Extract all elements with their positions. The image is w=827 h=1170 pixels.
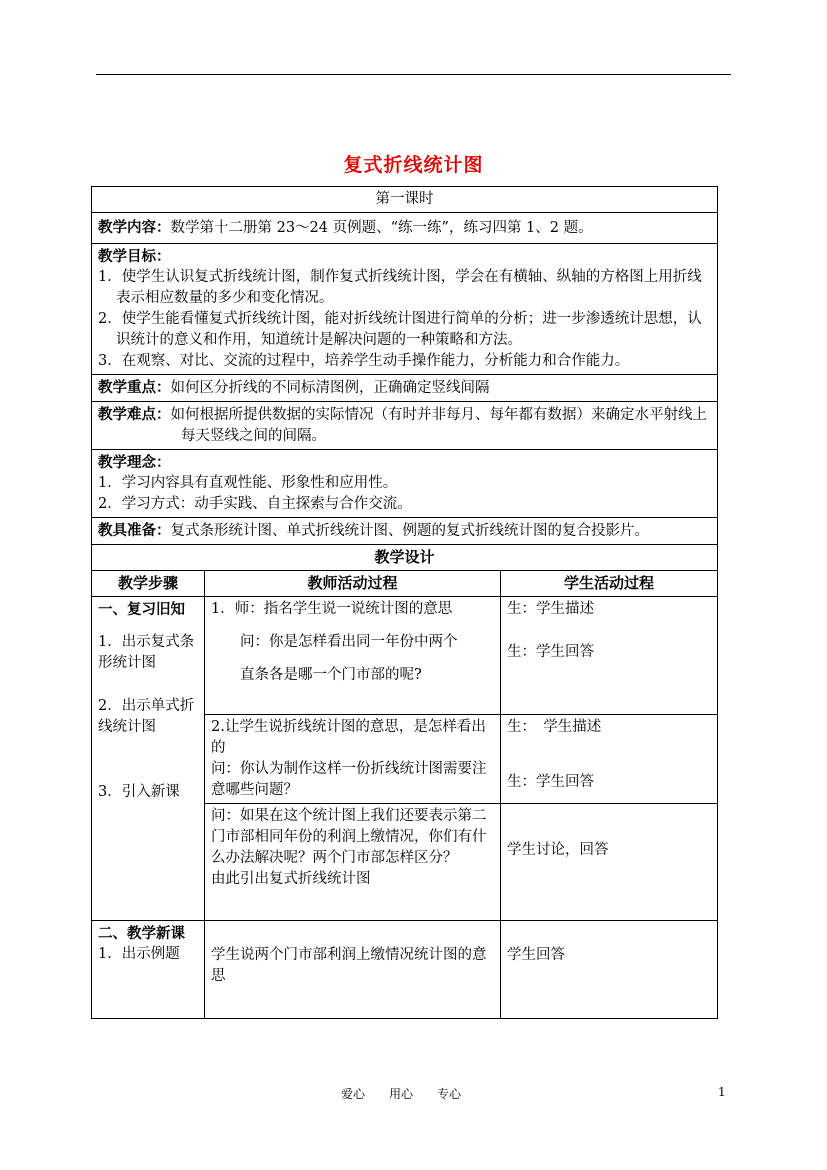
teacher-text: 1．师：指名学生说一说统计图的意思 [211, 601, 453, 617]
philosophy [92, 450, 718, 518]
student-text: 生：学生回答 [507, 774, 594, 790]
teacher-text: 问：如果在这个统计图上我们还要表示第二门市部相同年份的利润上缴情况，你们有什么办法解决呢？两个门市部怎样区分？ [211, 808, 487, 866]
step-item: 3．引入新课 [98, 784, 180, 800]
teacher-activity [205, 921, 501, 1019]
student-text: 生：学生回答 [507, 644, 594, 660]
content-label: 教学内容： [98, 219, 171, 236]
lesson-period: 第一课时 [92, 187, 718, 213]
objective-item: 1．使学生认识复式折线统计图，制作复式折线统计图，学会在有横轴、纵轴的方格图上用折线表示相应数量的多少和变化情况。 [98, 269, 702, 306]
tools-row [92, 518, 718, 545]
content-row [92, 213, 718, 244]
lesson-row [92, 187, 718, 213]
step-item: 2．出示单式折线统计图 [98, 698, 195, 735]
page-number: 1 [718, 1085, 726, 1099]
steps-cell [92, 921, 205, 1019]
philosophy-item: 1．学习内容具有直观性能、形象性和应用性。 [98, 475, 398, 491]
objective-item: 3．在观察、对比、交流的过程中，培养学生动手操作能力，分析能力和合作能力。 [98, 353, 630, 369]
design-row [92, 921, 718, 1019]
teacher-text: 问：你是怎样看出同一年份中两个 [240, 634, 458, 650]
key-point [92, 375, 718, 402]
philosophy-row [92, 450, 718, 518]
difficulty-row [92, 402, 718, 450]
teacher-activity [205, 804, 501, 921]
teaching-content [92, 213, 718, 244]
step-title: 一、复习旧知 [98, 601, 185, 618]
step-title: 二、教学新课 [98, 925, 185, 942]
philosophy-label: 教学理念： [98, 454, 171, 471]
teacher-text: 由此引出复式折线统计图 [211, 871, 371, 887]
tools [92, 518, 718, 545]
key-point-text: 如何区分折线的不同标清图例，正确确定竖线间隔 [170, 380, 490, 396]
difficulty [92, 402, 718, 450]
student-text: 生：学生描述 [507, 601, 594, 617]
tools-label: 教具准备： [98, 522, 171, 539]
key-point-row [92, 375, 718, 402]
step-item: 1．出示复式条形统计图 [98, 634, 195, 671]
teacher-text: 学生说两个门市部利润上缴情况统计图的意思 [211, 947, 487, 984]
teaching-objectives [92, 244, 718, 375]
teacher-text: 问：你认为制作这样一份折线统计图需要注意哪些问题？ [211, 761, 487, 798]
design-header-row [92, 545, 718, 571]
key-point-label: 教学重点： [98, 379, 171, 396]
student-activity [501, 715, 718, 804]
content-text: 数学第十二册第 23～24 页例题、“练一练”，练习四第 1、2 题。 [170, 220, 593, 236]
column-header: 教学步骤 [92, 571, 205, 597]
column-header: 教师活动过程 [205, 571, 501, 597]
teacher-text: 2.让学生说折线统计图的意思，是怎样看出的 [211, 719, 486, 756]
footer-motto: 爱心 用心 专心 [341, 1087, 462, 1101]
column-header-row [92, 571, 718, 597]
difficulty-text: 如何根据所提供数据的实际情况（有时并非每月、每年都有数据）来确定水平射线上每天竖线之间的间隔。 [170, 407, 707, 444]
step-item: 1．出示例题 [98, 946, 180, 962]
student-activity [501, 804, 718, 921]
teacher-text: 直条各是哪一个门市部的呢? [240, 667, 422, 683]
design-row [92, 597, 718, 715]
student-text: 学生讨论，回答 [507, 842, 609, 858]
column-header: 学生活动过程 [501, 571, 718, 597]
student-text: 生： 学生描述 [507, 719, 602, 735]
philosophy-item: 2．学习方式：动手实践、自主探索与合作交流。 [98, 496, 412, 512]
student-text: 学生回答 [507, 947, 565, 963]
difficulty-label: 教学难点： [98, 406, 171, 423]
student-activity [501, 597, 718, 715]
student-activity [501, 921, 718, 1019]
header-rule [96, 74, 731, 75]
design-header: 教学设计 [92, 545, 718, 571]
objective-item: 2．使学生能看懂复式折线统计图，能对折线统计图进行简单的分析；进一步渗透统计思想，认识统计的意义和作用，知道统计是解决问题的一种策略和方法。 [98, 311, 702, 348]
steps-cell [92, 597, 205, 921]
lesson-plan-table [91, 186, 718, 1019]
teacher-activity [205, 715, 501, 804]
objectives-row [92, 244, 718, 375]
teacher-activity [205, 597, 501, 715]
document-title: 复式折线统计图 [343, 154, 484, 176]
objectives-label: 教学目标： [98, 248, 171, 265]
tools-text: 复式条形统计图、单式折线统计图、例题的复式折线统计图的复合投影片。 [170, 523, 649, 539]
